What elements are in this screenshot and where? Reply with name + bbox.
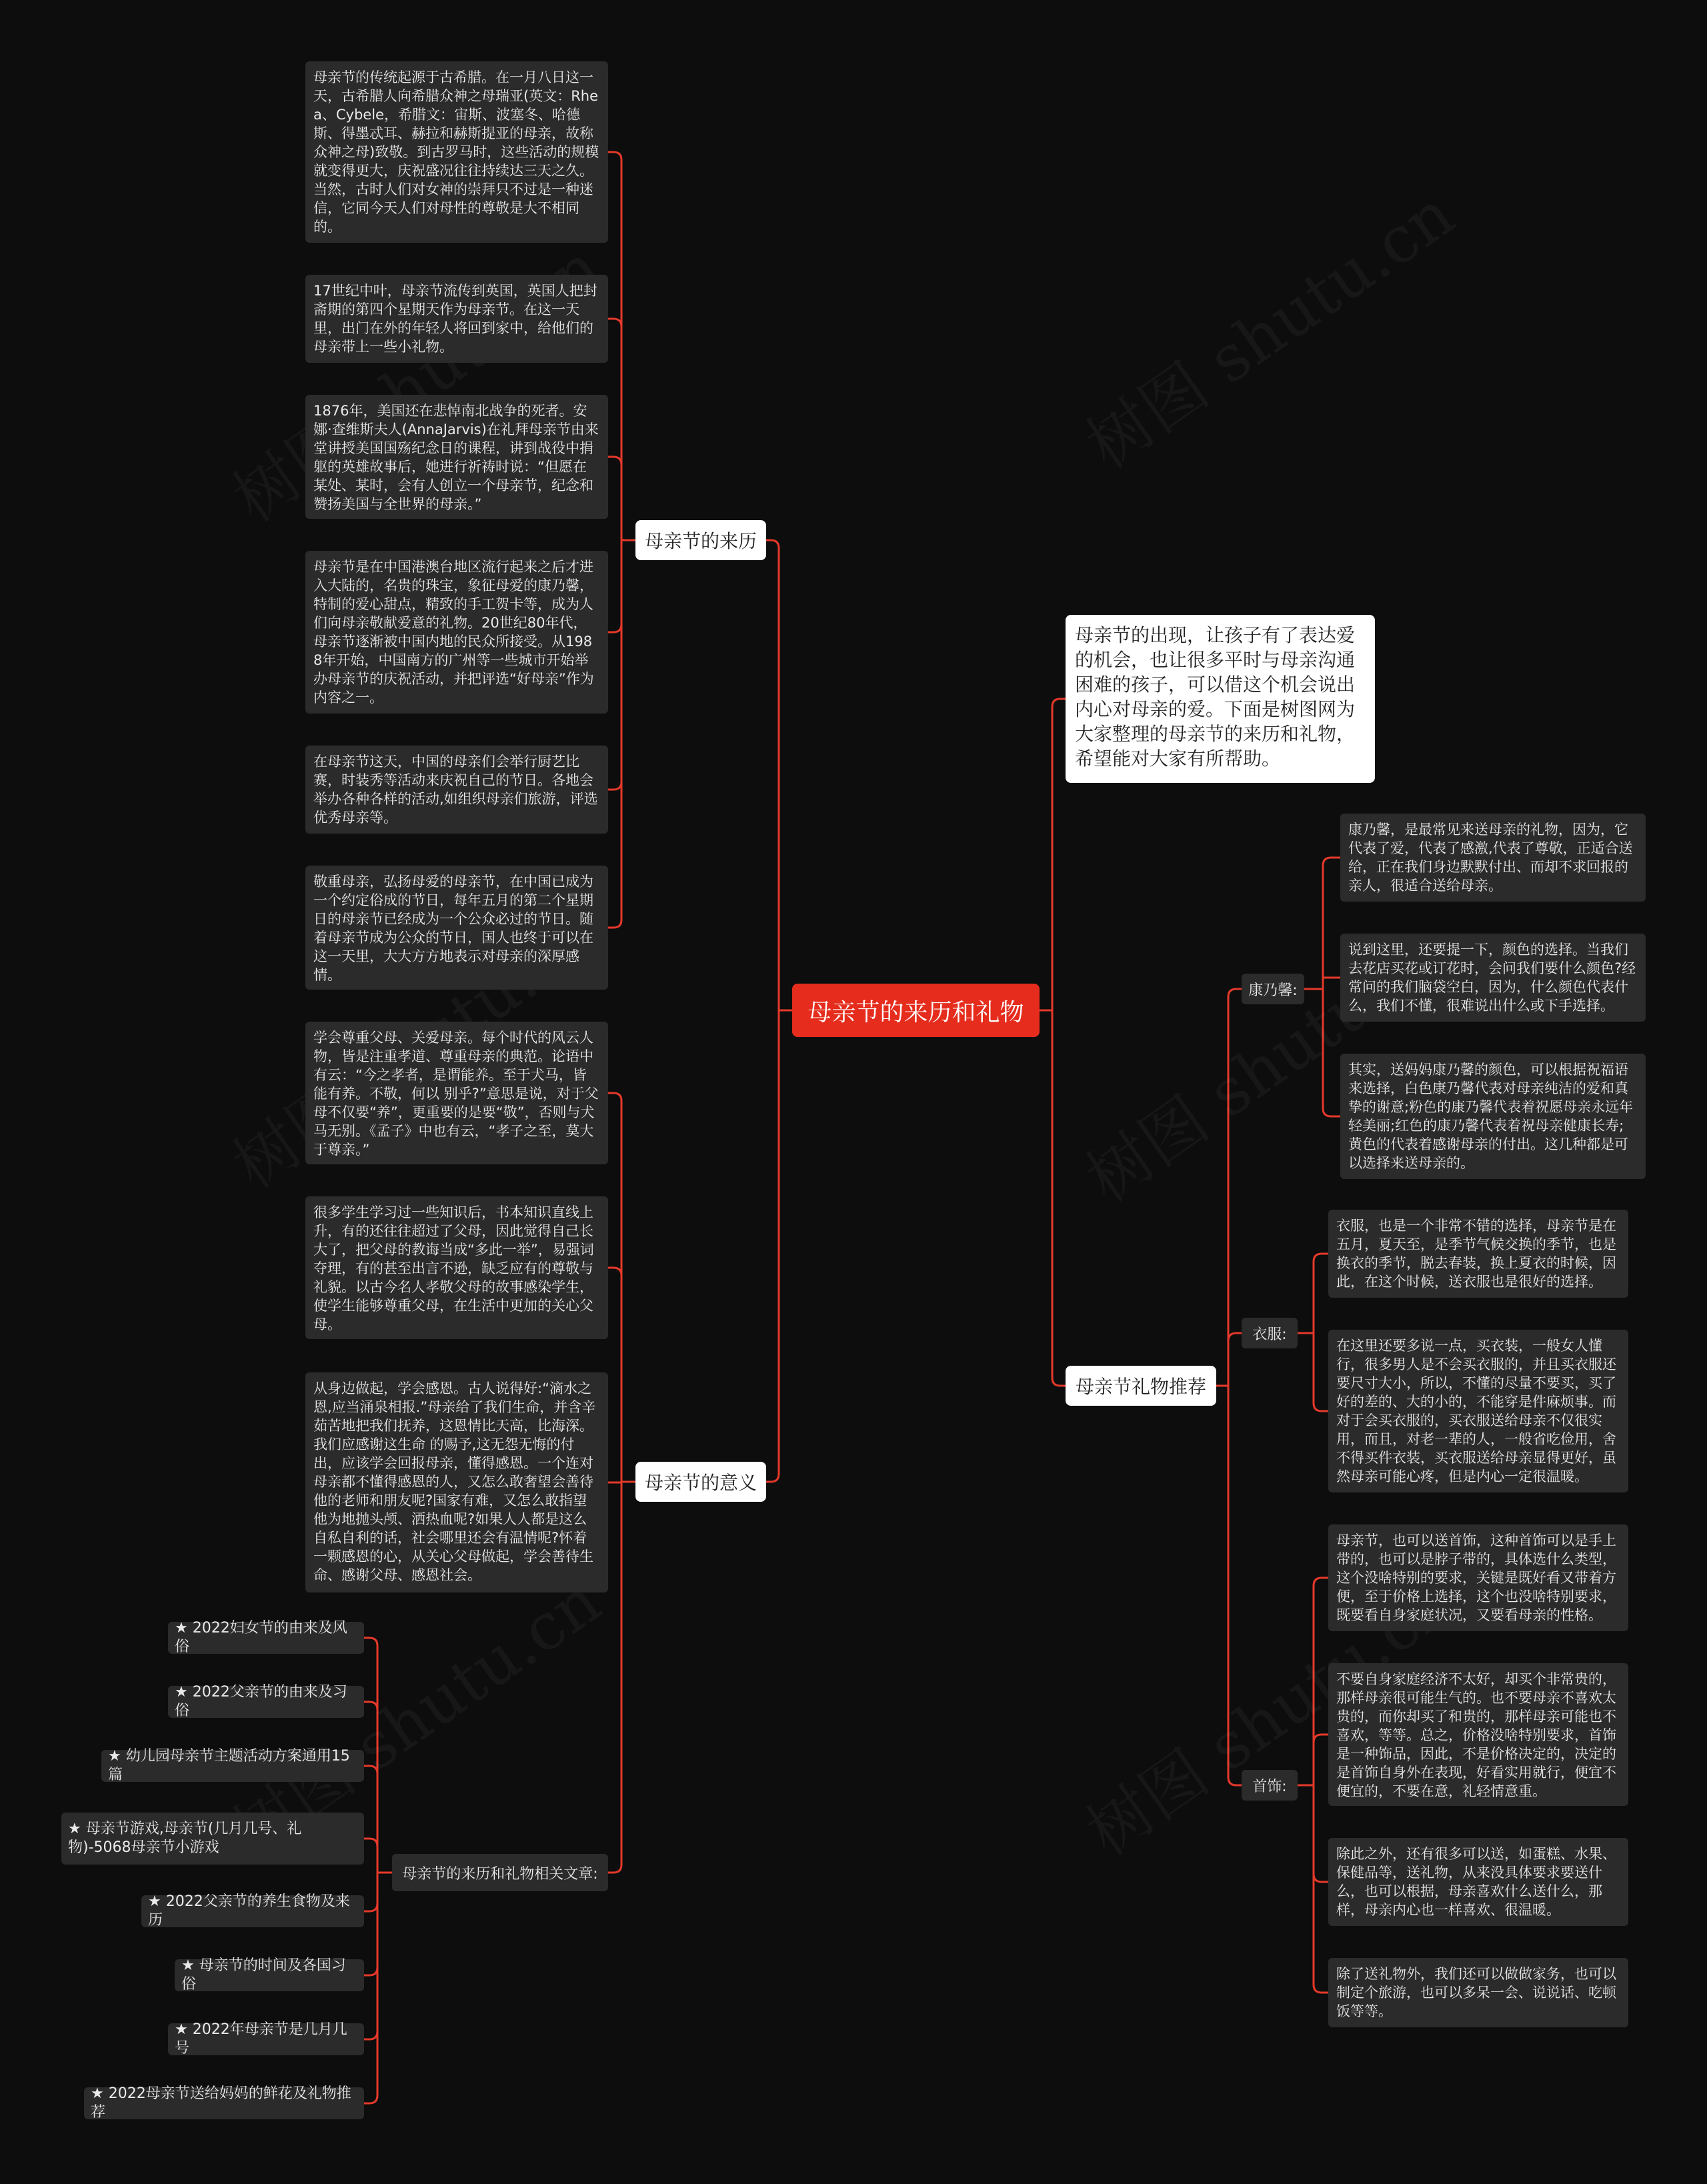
connector-line — [1040, 1010, 1066, 1386]
gift-item[interactable]: 在这里还要多说一点，买衣装，一般女人懂行，很多男人是不会买衣服的，并且买衣服还要尺寸大小，所以，不懂的尽量不要买，买了好的差的、大的小的，不能穿是件麻烦事。而对于会买衣服的，买衣服送给母亲不仅很实用，而且，对老一辈的人，一般省吃俭用，舍不得买件衣装，买衣服送给母亲显得更好，虽然母亲可能心疼，但是内心一定很温暖。 — [1328, 1330, 1628, 1492]
gift-group-jewelry[interactable]: 首饰: — [1242, 1770, 1298, 1801]
gift-item[interactable]: 母亲节，也可以送首饰，这种首饰可以是手上带的，也可以是脖子带的，具体选什么类型，这个没啥特别的要求，关键是既好看又带着方便，至于价格上选择，这个也没啥特别要求，既要看自身家庭状况，又要看母亲的性格。 — [1328, 1524, 1628, 1631]
article-link[interactable]: ★ 幼儿园母亲节主题活动方案通用15篇 — [101, 1750, 364, 1782]
branch-origin[interactable]: 母亲节的来历 — [635, 520, 766, 560]
origin-item[interactable]: 敬重母亲，弘扬母爱的母亲节，在中国已成为一个约定俗成的节日，每年五月的第二个星期日的母亲节已经成为一个公众必过的节日。随着母亲节成为公众的节日，国人也终于可以在这一天里，大大方方地表示对母亲的深厚感情。 — [305, 866, 608, 990]
intro-note[interactable]: 母亲节的出现，让孩子有了表达爱的机会，也让很多平时与母亲沟通困难的孩子，可以借这个机会说出内心对母亲的爱。下面是树图网为大家整理的母亲节的来历和礼物，希望能对大家有所帮助。 — [1066, 615, 1375, 783]
connector-line — [1304, 858, 1340, 989]
connector-line — [608, 540, 635, 928]
connector-line — [1298, 1735, 1328, 1785]
connector-line — [1304, 989, 1340, 1116]
article-link[interactable]: ★ 2022母亲节送给妈妈的鲜花及礼物推荐 — [84, 2087, 364, 2119]
gift-group-clothes[interactable]: 衣服: — [1242, 1318, 1298, 1348]
article-link[interactable]: ★ 2022父亲节的养生食物及来历 — [141, 1895, 364, 1927]
connector-line — [364, 1839, 392, 1873]
origin-item[interactable]: 17世纪中叶，母亲节流传到英国，英国人把封斋期的第四个星期天作为母亲节。在这一天里，出门在外的年轻人将回到家中，给他们的母亲带上一些小礼物。 — [305, 275, 608, 363]
article-link[interactable]: ★ 母亲节游戏,母亲节(几月几号、礼物)-5068母亲节小游戏 — [61, 1813, 364, 1865]
connector-line — [608, 457, 635, 540]
meaning-item[interactable]: 学会尊重父母、关爱母亲。每个时代的风云人物，皆是注重孝道、尊重母亲的典范。论语中有云：“今之孝者，是谓能养。至于犬马，皆能有养。不敬，何以 别乎?”意思是说，对于父母不仅要“养”，更重要的是要“敬”，否则与犬马无别。《孟子》中也有云，“孝子之至，莫大于尊亲。” — [305, 1022, 608, 1164]
article-link[interactable]: ★ 2022年母亲节是几月几号 — [168, 2023, 364, 2055]
connector-line — [1304, 978, 1340, 989]
gift-item[interactable]: 其实，送妈妈康乃馨的颜色，可以根据祝福语来选择，白色康乃馨代表对母亲纯洁的爱和真挚的谢意;粉色的康乃馨代表着祝愿母亲永远年轻美丽;红色的康乃馨代表着祝母亲健康长寿;黄色的代表着感谢母亲的付出。这几种都是可以选择来送母亲的。 — [1340, 1054, 1646, 1179]
connector-line — [1216, 1386, 1242, 1785]
article-link[interactable]: ★ 2022父亲节的由来及习俗 — [168, 1686, 364, 1718]
origin-item[interactable]: 1876年，美国还在悲悼南北战争的死者。安娜·查维斯夫人(AnnaJarvis)在礼拜母亲节由来堂讲授美国国殇纪念日的课程，讲到战役中捐躯的英雄故事后，她进行祈祷时说：“但愿在某处、某时，会有人创立一个母亲节，纪念和赞扬美国与全世界的母亲。” — [305, 395, 608, 519]
connector-line — [766, 1010, 792, 1482]
gift-item[interactable]: 除此之外，还有很多可以送，如蛋糕、水果、保健品等，送礼物，从来没具体要求要送什么，也可以根据，母亲喜欢什么送什么，那样，母亲内心也一样喜欢、很温暖。 — [1328, 1838, 1628, 1926]
connector-line — [1298, 1254, 1328, 1333]
gift-item[interactable]: 除了送礼物外，我们还可以做做家务，也可以制定个旅游，也可以多呆一会、说说话、吃顿饭等等。 — [1328, 1958, 1628, 2027]
article-link[interactable]: ★ 母亲节的时间及各国习俗 — [175, 1959, 364, 1991]
branch-meaning[interactable]: 母亲节的意义 — [635, 1462, 766, 1502]
connector-line — [1216, 1333, 1242, 1386]
connector-line — [1298, 1785, 1328, 1993]
connector-line — [608, 1268, 635, 1482]
meaning-item[interactable]: 很多学生学习过一些知识后，书本知识直线上升，有的还往往超过了父母，因此觉得自己长大了，把父母的教诲当成“多此一举”，易强词夺理，有的甚至出言不逊，缺乏应有的尊敬与礼貌。以古今名人孝敬父母的故事感染学生，使学生能够尊重父母，在生活中更加的关心父母。 — [305, 1196, 608, 1339]
gift-group-carnation[interactable]: 康乃馨: — [1242, 974, 1304, 1004]
connector-line — [1216, 989, 1242, 1386]
branch-gifts[interactable]: 母亲节礼物推荐 — [1066, 1366, 1216, 1406]
connector-line — [1040, 699, 1066, 1010]
origin-item[interactable]: 母亲节的传统起源于古希腊。在一月八日这一天，古希腊人向希腊众神之母瑞亚(英文：Rhea、Cybele，希腊文：宙斯、波塞冬、哈德斯、得墨忒耳、赫拉和赫斯提亚的母亲，故称众神之母)致敬。到古罗马时，这些活动的规模就变得更大，庆祝盛况往往持续达三天之久。当然，古时人们对女神的崇拜只不过是一种迷信，它同今天人们对母性的尊敬是大不相同的。 — [305, 61, 608, 243]
connector-line — [608, 1482, 635, 1873]
origin-item[interactable]: 在母亲节这天，中国的母亲们会举行厨艺比赛，时装秀等活动来庆祝自己的节日。各地会举办各种各样的活动,如组织母亲们旅游，评选优秀母亲等。 — [305, 746, 608, 834]
gift-item[interactable]: 不要自身家庭经济不太好，却买个非常贵的，那样母亲很可能生气的。也不要母亲不喜欢太贵的，而你却买了和贵的，那样母亲可能也不喜欢，等等。总之，价格没啥特别要求，首饰是一种饰品，因此，不是价格决定的，决定的是首饰自身外在表现，好看实用就行，便宜不便宜的，不要在意，礼轻情意重。 — [1328, 1663, 1628, 1806]
connector-line — [364, 1873, 392, 2103]
connector-line — [1298, 1333, 1328, 1411]
meaning-item[interactable]: 从身边做起，学会感恩。古人说得好:“滴水之恩,应当涌泉相报.”母亲给了我们生命，并含辛茹苦地把我们抚养，这恩情比天高，比海深。我们应感谢这生命 的赐予,这无怨无悔的付出，应该学会回报母亲，懂得感恩。一个连对母亲都不懂得感恩的人，又怎么敢奢望会善待他的老师和朋友呢?国家有难，又怎么敢指望他为地抛头颅、洒热血呢?如果人人都是这么自私自利的话，社会哪里还会有温情呢?怀着一颗感恩的心，从关心父母做起，学会善待生命、感谢父母、感恩社会。 — [305, 1372, 608, 1592]
article-link[interactable]: ★ 2022妇女节的由来及风俗 — [168, 1622, 364, 1654]
gift-item[interactable]: 说到这里，还要提一下，颜色的选择。当我们去花店买花或订花时，会问我们要什么颜色?经常问的我们脑袋空白，因为，什么颜色代表什么，我们不懂，很难说出什么或下手选择。 — [1340, 934, 1646, 1022]
gift-item[interactable]: 康乃馨，是最常见来送母亲的礼物，因为，它代表了爱，代表了感激,代表了尊敬，正适合送给，正在我们身边默默付出、而却不求回报的亲人，很适合送给母亲。 — [1340, 814, 1646, 902]
root-topic[interactable]: 母亲节的来历和礼物 — [792, 984, 1040, 1037]
origin-item[interactable]: 母亲节是在中国港澳台地区流行起来之后才进入大陆的，名贵的珠宝，象征母爱的康乃馨，特制的爱心甜点，精致的手工贺卡等，成为人们向母亲敬献爱意的礼物。20世纪80年代，母亲节逐渐被中国内地的民众所接受。从1988年开始，中国南方的广州等一些城市开始举办母亲节的庆祝活动，并把评选“好母亲”作为内容之一。 — [305, 551, 608, 714]
articles-heading[interactable]: 母亲节的来历和礼物相关文章: — [392, 1854, 608, 1891]
gift-item[interactable]: 衣服，也是一个非常不错的选择，母亲节是在五月，夏天至，是季节气候交换的季节，也是换衣的季节，脱去春装，换上夏衣的时候，因此，在这个时候，送衣服也是很好的选择。 — [1328, 1210, 1628, 1298]
connector-line — [766, 540, 792, 1010]
